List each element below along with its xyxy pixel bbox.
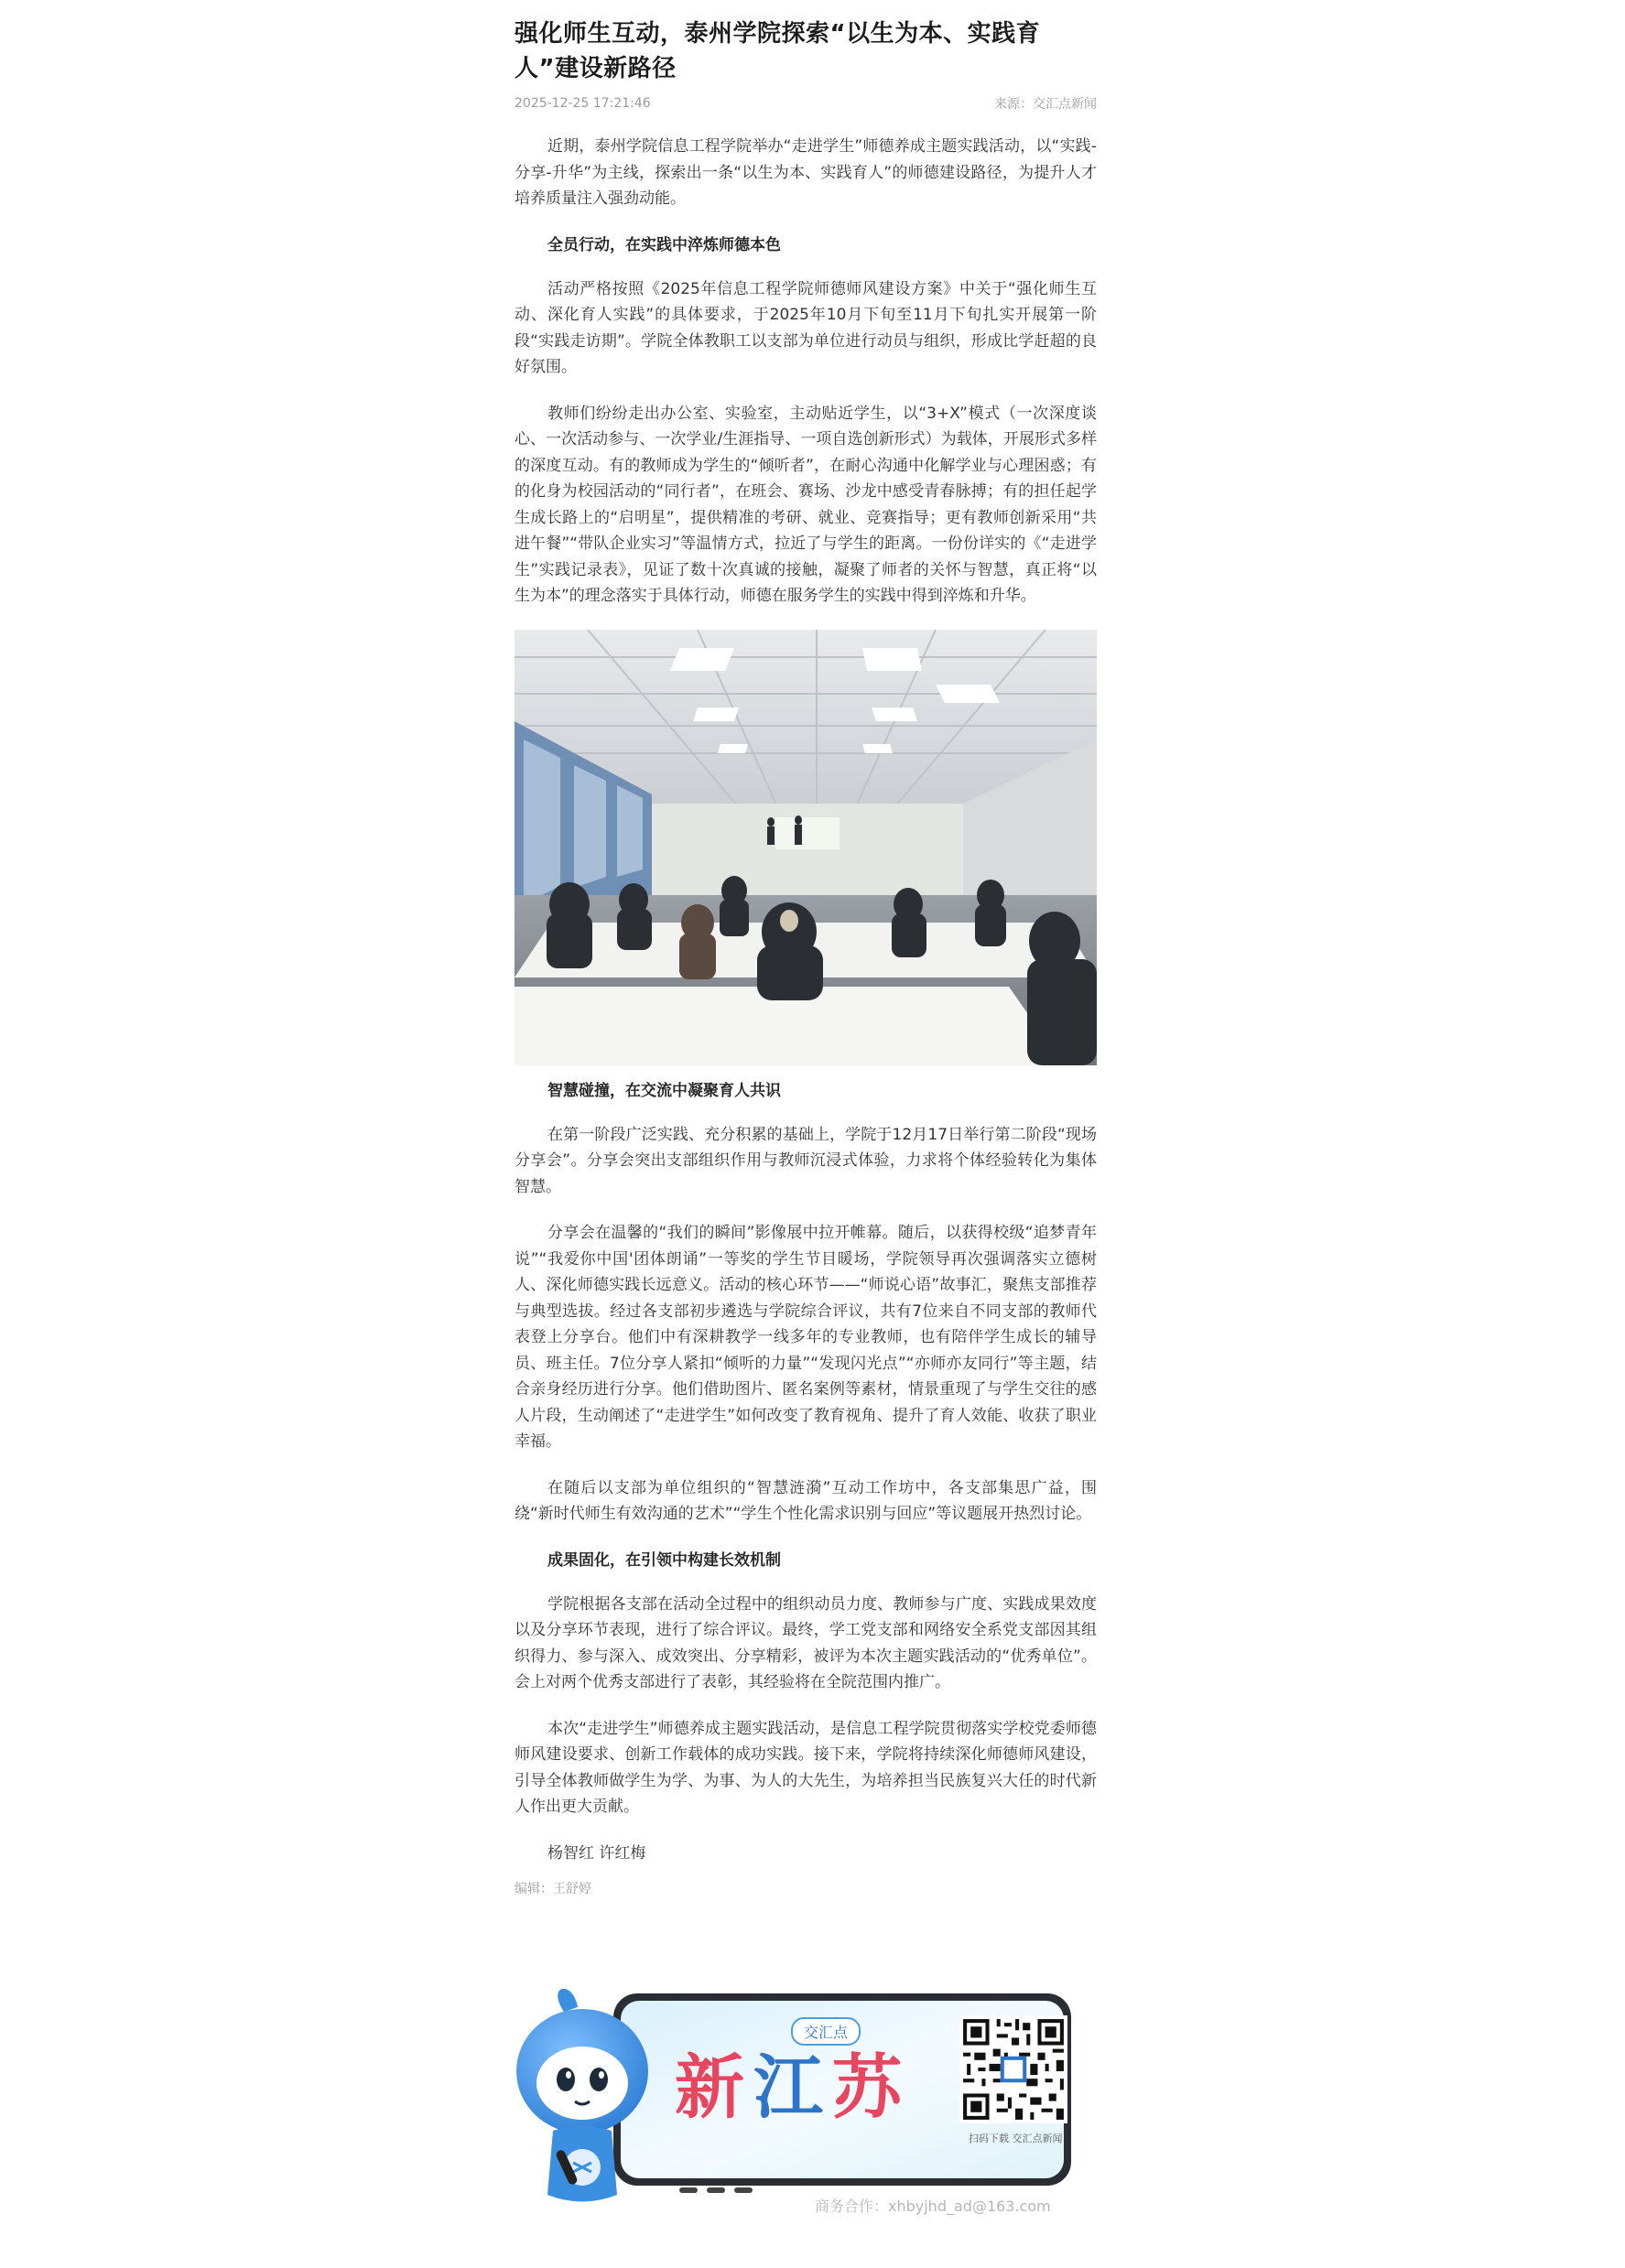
classroom-photo xyxy=(515,630,1097,1065)
qr-code[interactable] xyxy=(959,2015,1067,2123)
paragraph: 学院根据各支部在活动全过程中的组织动员力度、教师参与广度、实践成果效度以及分享环节表现，进行了综合评议。最终，学工党支部和网络安全系党支部因其组织得力、参与深入、成效突出、分享精彩，被评为本次主题实践活动的“优秀单位”。会上对两个优秀支部进行了表彰，其经验将在全院范围内推广。 xyxy=(515,1594,1097,1691)
logo-text: 新江苏 xyxy=(675,2047,911,2128)
paragraph: 活动严格按照《2025年信息工程学院师德师风建设方案》中关于“强化师生互动、深化育人实践”的具体要求，于2025年10月下旬至11月下旬扎实开展第一阶段“实践走访期”。学院全体教职工以支部为单位进行动员与组织，形成比学赶超的良好氛围。 xyxy=(515,279,1097,376)
publish-date: 2025-12-25 17:21:46 xyxy=(515,96,651,111)
business-contact: 商务合作：xhbyjhd_ad@163.com xyxy=(815,2198,1051,2215)
mascot-icon xyxy=(509,1984,655,2213)
brand-pill xyxy=(791,2017,861,2046)
article-source: 来源：交汇点新闻 xyxy=(994,97,1097,112)
paragraph: 近期，泰州学院信息工程学院举办“走进学生”师德养成主题实践活动，以“实践-分享-升华”为主线，探索出一条“以生为本、实践育人”的师德建设路径，为提升人才培养质量注入强劲动能。 xyxy=(515,137,1097,208)
section-heading: 成果固化，在引领中构建长效机制 xyxy=(547,1550,781,1570)
article-authors: 杨智红 许红梅 xyxy=(547,1843,646,1863)
section-heading: 全员行动，在实践中淬炼师德本色 xyxy=(547,235,781,254)
article xyxy=(515,16,1097,1897)
article-photo xyxy=(515,630,1097,1065)
qr-caption: 扫码下载 交汇点新闻 xyxy=(969,2133,1063,2144)
paragraph: 教师们纷纷走出办公室、实验室，主动贴近学生，以“3+X”模式（一次深度谈心、一次活动参与、一次学业/生涯指导、一项自选创新形式）为载体，开展形式多样的深度互动。有的教师成为学生的“倾听者”，在耐心沟通中化解学业与心理困惑；有的化身为校园活动的“同行者”，在班会、赛场、沙龙中感受青春脉搏；有的担任起学生成长路上的“启明星”，提供精准的考研、就业、竞赛指导；更有教师创新采用“共进午餐”“带队企业实习”等温情方式，拉近了与学生的距离。一份份详实的《“走进学生”实践记录表》，见证了数十次真诚的接触，凝聚了师者的关怀与智慧，真正将“以生为本”的理念落实于具体行动，师德在服务学生的实践中得到淬炼和升华。 xyxy=(515,404,1097,605)
article-meta xyxy=(515,93,1097,113)
app-download-banner[interactable] xyxy=(515,1975,1100,2213)
brand-pill-text: 交汇点 xyxy=(804,2024,849,2041)
paragraph: 本次“走进学生”师德养成主题实践活动，是信息工程学院贯彻落实学校党委师德师风建设要求、创新工作载体的成功实践。接下来，学院将持续深化师德师风建设，引导全体教师做学生为学、为事、为人的大先生，为培养担当民族复兴大任的时代新人作出更大贡献。 xyxy=(515,1719,1097,1816)
qr-code-icon xyxy=(959,2015,1067,2123)
article-editor: 编辑：王舒婷 xyxy=(515,1881,591,1896)
paragraph: 在随后以支部为单位组织的“智慧涟漪”互动工作坊中，各支部集思广益，围绕“新时代师生有效沟通的艺术”“学生个性化需求识别与回应”等议题展开热烈讨论。 xyxy=(515,1478,1097,1523)
paragraph: 在第一阶段广泛实践、充分积累的基础上，学院于12月17日举行第二阶段“现场分享会”。分享会突出支部组织作用与教师沉浸式体验，力求将个体经验转化为集体智慧。 xyxy=(515,1125,1097,1196)
article-title: 强化师生互动，泰州学院探索“以生为本、实践育人”建设新路径 xyxy=(515,20,1041,82)
article-body xyxy=(515,134,1097,1897)
app-logo-text xyxy=(675,2047,911,2129)
section-heading: 智慧碰撞，在交流中凝聚育人共识 xyxy=(547,1081,781,1100)
paragraph: 分享会在温馨的“我们的瞬间”影像展中拉开帷幕。随后，以获得校级“追梦青年说”“我爱你中国'团体朗诵”一等奖的学生节目暖场，学院领导再次强调落实立德树人、深化师德实践长远意义。活动的核心环节——“师说心语”故事汇，聚焦支部推荐与典型选拔。经过各支部初步遴选与学院综合评议，共有7位来自不同支部的教师代表登上分享台。他们中有深耕教学一线多年的专业教师，也有陪伴学生成长的辅导员、班主任。7位分享人紧扣“倾听的力量”“发现闪光点”“亦师亦友同行”等主题，结合亲身经历进行分享。他们借助图片、匿名案例等素材，情景重现了与学生交往的感人片段，生动阐述了“走进学生”如何改变了教育视角、提升了育人效能、收获了职业幸福。 xyxy=(515,1224,1097,1451)
